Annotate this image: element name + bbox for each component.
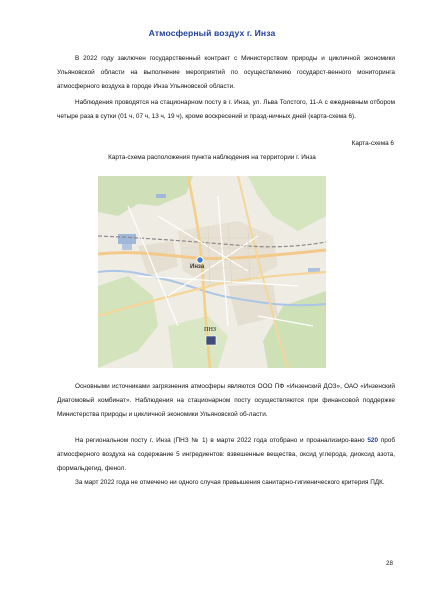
paragraph-sources bbox=[57, 380, 395, 421]
page-number: 28 bbox=[386, 560, 393, 567]
paragraph-contract bbox=[57, 52, 395, 93]
map-city-label: Инза bbox=[190, 264, 205, 270]
map-caption-title: Карта-схема расположения пункта наблюдения на территории г. Инза bbox=[108, 154, 316, 161]
paragraph-conclusion-text: За март 2022 года не отмечено ни одного случая превышения санитарно-гигиенического критерия ПДК. bbox=[75, 479, 385, 486]
page-title: Атмосферный воздух г. Инза bbox=[148, 28, 276, 38]
samples-count: 520 bbox=[367, 437, 379, 444]
paragraph-samples-text: На региональном посту г. Инза (ПНЗ № 1) в марте 2022 года отобрано и проанализиро-вано bbox=[75, 437, 368, 444]
paragraph-samples bbox=[57, 434, 395, 475]
map-post-label: ПНЗ bbox=[204, 326, 217, 333]
paragraph-sources-text: Основными источниками загрязнения атмосферы являются ООО ПФ «Инзенский ДОЗ», ОАО «Инзенский Диатомовый комбинат». Наблюдения на стационарном посту осуществляются при финансовой поддержке Министерства природы и цикличной экономики Ульяновской об-ласти. bbox=[57, 383, 395, 418]
paragraph-observations-text: Наблюдения проводятся на стационарном посту в г. Инза, ул. Льва Толстого, 11-А с ежедневным отбором четыре раза в сутки (01 ч, 07 ч, 13 ч, 19 ч), кроме воскресений и празд-ничных дней (карта-схема 6). bbox=[57, 99, 395, 120]
paragraph-samples-text-end: проб атмосферного воздуха на содержание 5 ингредиентов: взвешенные вещества, оксид углерода, диоксид азота, формальдегид, фенол. bbox=[57, 437, 395, 472]
location-map bbox=[98, 176, 326, 368]
paragraph-conclusion bbox=[57, 476, 395, 490]
paragraph-observations bbox=[57, 96, 395, 124]
paragraph-contract-text: В 2022 году заключен государственный контракт с Министерством природы и цикличной экономики Ульяновской области на выполнение мероприятий по осуществлению государст-венного мониторинга атмосферного воздуха в городе Инза Ульяновской области. bbox=[57, 55, 395, 90]
map-caption-number: Карта-схема 6 bbox=[351, 140, 394, 147]
